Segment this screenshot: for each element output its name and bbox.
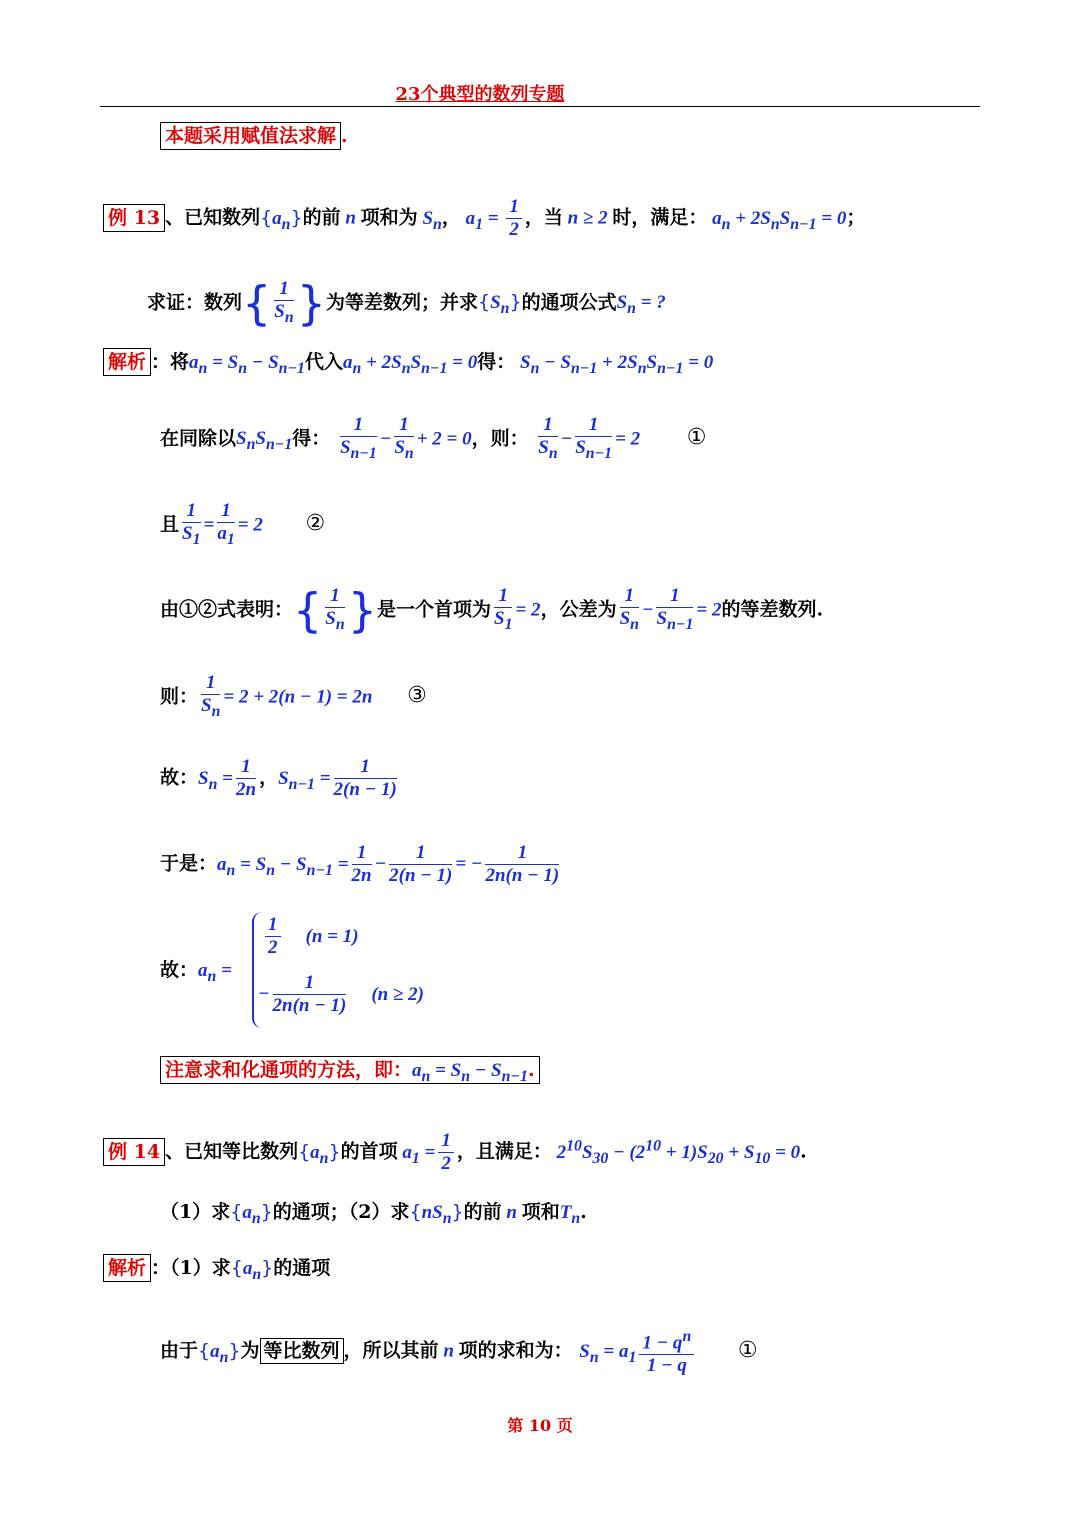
example-13-so: 故：$S_n$ = $\frac{1}{2n}$ ，$S_{n-1}$ = $\frac{1}{2(n - 1)}$ [160,756,397,800]
example-14-label: 例 14 [103,1138,165,1166]
example-13-and: 且 $\frac{1}{S_1}$ = $\frac{1}{a_1}$ = 2 ② [160,500,326,548]
page-footer: 第 10 页 [507,1416,573,1435]
example-13-divide: 在同除以$S_nS_{n-1}$得： $\frac{1}{S_{n-1}}$ − $\frac{1}{S_n}$ + 2 = 0，则： $\frac{1}{S_n}$ − $\frac{1}{S_{n-1}}$ = 2 ① [160,414,707,462]
method-note-2-box: 注意求和化通项的方法，即：$a_n = S_n - S_{n-1}$. [160,1056,540,1084]
example-14-derivation: 由于$\{a_n\}$为 等比数列 ，所以其前 n 项的求和为： $S_n = a_1$ $\frac{1 - q^n}{1 - q}$ ① [160,1328,758,1377]
method-note: 本题采用赋值法求解 . [160,124,348,148]
example-13-label: 例 13 [103,204,165,232]
example-13-statement: 例 13 、已知数列$\{a_n\}$的前 n 项和为 $S_n$， $a_1$ = $\frac{1}{2}$ ，当 n ≥ 2 时，满足： $a_n + 2S_nS_{n-1} = 0$； [103,196,865,241]
geometric-sequence-box: 等比数列 [260,1338,344,1364]
header-rule [100,106,980,107]
example-13-conclusion: 由①②式表明：{ $\frac{1}{S_n}$ }是一个首项为 $\frac{1}{S_1}$ = 2，公差为 $\frac{1}{S_n}$ − $\frac{1}{S_{n-1}}$ = 2的等差数列. [160,583,824,638]
example-14-statement: 例 14 、已知等比数列$\{a_n\}$的首项 $a_1$ = $\frac{1}{2}$ ，且满足： $2^{10}S_{30} - (2^{10} + 1)S_{20} + S_{10} = 0$. [103,1130,807,1175]
page-header-title: 23个典型的数列专题 [395,84,565,105]
case-1: $\frac{1}{2}$ (n = 1) [262,914,359,959]
method-note-box: 本题采用赋值法求解 [160,122,341,150]
case-2: − $\frac{1}{2n(n - 1)}$ (n ≥ 2) [258,972,424,1016]
example-13-prove: 求证：数列{ $\frac{1}{S_n}$ }为等差数列；并求$\{S_n\}$的通项公式$S_n$ = ? [147,276,666,331]
example-13-solution-1: 解析 ：将$a_n = S_n - S_{n-1}$代入$a_n + 2S_nS_{n-1} = 0$得： $S_n - S_{n-1} + 2S_nS_{n-1} = 0$ [103,350,713,381]
example-14-solution: 解析 ：（1）求$\{a_n\}$的通项 [103,1256,330,1287]
example-13-cases-label: 故：$a_n$ = [160,959,232,985]
solution-label-14: 解析 [103,1254,151,1282]
example-14-questions: （1）求$\{a_n\}$的通项；（2）求$\{nS_n\}$的前 n 项和$T_n$. [160,1201,587,1227]
solution-label-13: 解析 [103,348,151,376]
method-note-2 [160,1058,540,1089]
example-13-hence: 于是：$a_n = S_n - S_{n-1}$ = $\frac{1}{2n}$ − $\frac{1}{2(n - 1)}$ = − $\frac{1}{2n(n - 1)}$ [160,842,560,886]
example-13-then: 则： $\frac{1}{S_n}$ = 2 + 2(n − 1) = 2n ③ [160,672,427,720]
